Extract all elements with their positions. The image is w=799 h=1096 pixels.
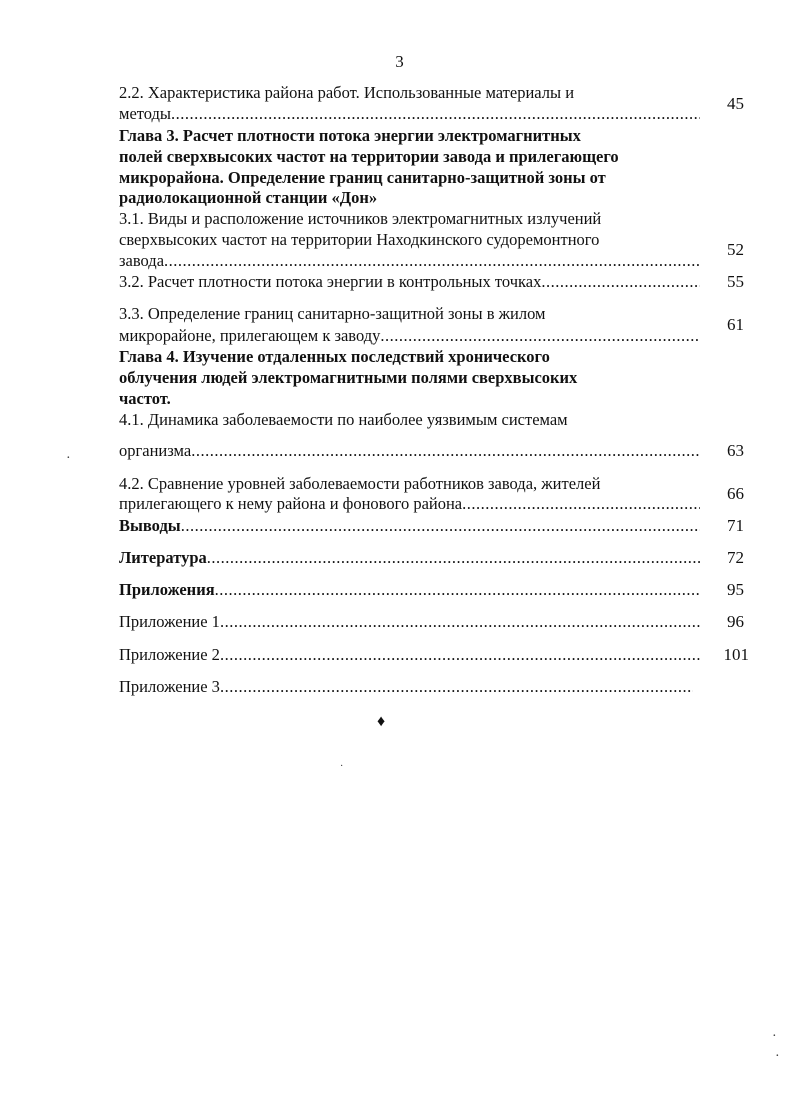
leader-dots [220, 645, 700, 665]
chapter-4-line1: Глава 4. Изучение отдаленных последствий хронического [119, 347, 550, 366]
toc-appendices [119, 580, 700, 600]
scan-speck: · [340, 761, 344, 772]
toc-3-2 [119, 272, 700, 292]
toc-2-2-page: 45 [727, 94, 744, 113]
chapter-3-line4: радиолокационной станции «Дон» [119, 188, 378, 207]
toc-appendix-1-page: 96 [727, 612, 744, 631]
toc-appendix-2-text: Приложение 2 [119, 645, 220, 664]
toc-4-1-line1: 4.1. Динамика заболеваемости по наиболее уязвимым системам [119, 410, 568, 429]
toc-conclusions-page: 71 [727, 516, 744, 535]
leader-dots [541, 272, 700, 292]
toc-appendices-text: Приложения [119, 580, 215, 599]
toc-4-1-page: 63 [727, 441, 744, 460]
toc-3-1-line3-text: завода [119, 251, 165, 270]
leader-dots [215, 580, 700, 600]
toc-4-1-line2-text: организма [119, 441, 192, 460]
leader-dots [462, 494, 700, 514]
toc-2-2-line2-text: методы [119, 104, 172, 123]
leader-dots [220, 677, 693, 697]
toc-3-3-line2-text: микрорайоне, прилегающем к заводу [119, 326, 381, 345]
toc-conclusions [119, 516, 700, 536]
toc-3-2-page: 55 [727, 272, 744, 291]
leader-dots [220, 612, 700, 632]
toc-2-2-line1: 2.2. Характеристика района работ. Использованные материалы и [119, 83, 575, 102]
chapter-4-line3: частот. [119, 389, 171, 408]
toc-conclusions-text: Выводы [119, 516, 181, 535]
chapter-3-line3: микрорайона. Определение границ санитарно-защитной зоны от [119, 168, 606, 187]
toc-appendices-page: 95 [727, 580, 744, 599]
toc-appendix-1 [119, 612, 700, 632]
scan-speck: · [772, 1029, 777, 1044]
toc-4-2-line2-text: прилегающего к нему района и фонового района [119, 494, 463, 513]
toc-appendix-1-text: Приложение 1 [119, 612, 220, 631]
toc-appendix-3-text: Приложение 3 [119, 677, 220, 696]
toc-literature [119, 548, 700, 568]
toc-3-1-page: 52 [727, 240, 744, 259]
leader-dots [380, 326, 700, 346]
page-number: 3 [395, 52, 404, 71]
toc-appendix-2 [119, 645, 700, 665]
chapter-3-line2: полей сверхвысоких частот на территории завода и прилегающего [119, 147, 619, 166]
toc-3-1-line1: 3.1. Виды и расположение источников электромагнитных излучений [119, 209, 602, 228]
toc-3-1-line2: сверхвысоких частот на территории Находкинского судоремонтного [119, 230, 600, 249]
leader-dots [191, 441, 700, 461]
leader-dots [164, 251, 700, 271]
toc-3-3-line2 [119, 326, 700, 346]
leader-dots [181, 516, 700, 536]
end-diamond-mark: ♦ [377, 713, 386, 730]
toc-3-2-text: 3.2. Расчет плотности потока энергии в контрольных точках [119, 272, 542, 291]
leader-dots [207, 548, 700, 568]
scan-speck: · [66, 451, 71, 466]
toc-4-2-line2 [119, 494, 700, 514]
chapter-4-line2: облучения людей электромагнитными полями сверхвысоких [119, 368, 578, 387]
toc-3-3-line1: 3.3. Определение границ санитарно-защитной зоны в жилом [119, 304, 546, 323]
toc-3-3-page: 61 [727, 315, 744, 334]
toc-literature-text: Литература [119, 548, 207, 567]
leader-dots [171, 104, 700, 124]
toc-3-1-line3 [119, 251, 700, 271]
toc-4-1-line2 [119, 441, 700, 461]
toc-appendix-2-page: 101 [723, 645, 749, 664]
scan-speck: · [775, 1049, 780, 1064]
toc-4-2-page: 66 [727, 484, 744, 503]
toc-4-2-line1: 4.2. Сравнение уровней заболеваемости работников завода, жителей [119, 474, 601, 493]
toc-2-2-line2 [119, 104, 700, 124]
chapter-3-line1: Глава 3. Расчет плотности потока энергии электромагнитных [119, 126, 581, 145]
toc-appendix-3 [119, 677, 693, 697]
toc-literature-page: 72 [727, 548, 744, 567]
